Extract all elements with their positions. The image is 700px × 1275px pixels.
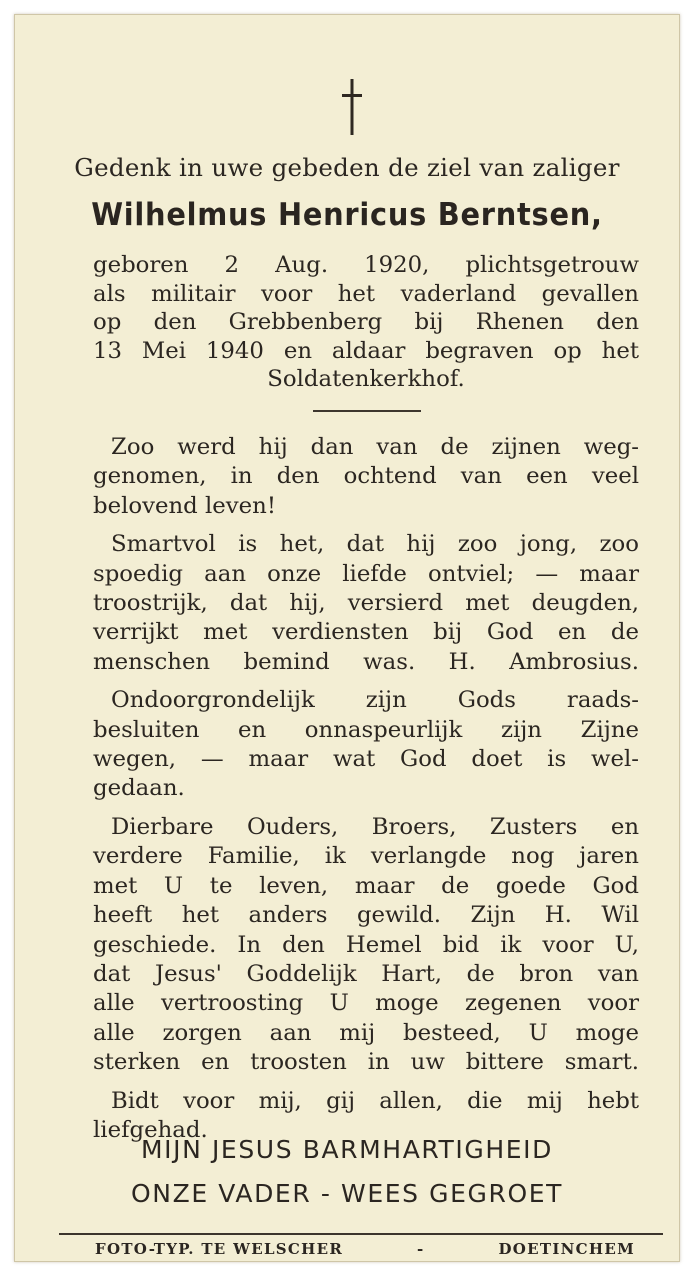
text-line: dat Jesus' Goddelijk Hart, de bron van [93, 960, 639, 987]
birth-line: als militair voor het vaderland gevallen [93, 280, 639, 307]
birth-details [93, 251, 639, 394]
birth-line: op den Grebbenberg bij Rhenen den [93, 309, 639, 335]
divider [313, 410, 421, 412]
text-line: Bidt voor mij, gij allen, die mij hebt [111, 1087, 639, 1114]
paragraph [93, 530, 639, 677]
prayer-line: MIJN JESUS BARMHARTIGHEID [141, 1135, 553, 1164]
text-line: sterken en troosten in uw bittere smart. [93, 1049, 639, 1076]
text-line: geschiede. In den Hemel bid ik voor U, [93, 931, 639, 958]
footer-divider [59, 1233, 663, 1235]
text-line: menschen bemind was. H. Ambrosius. [93, 648, 639, 675]
text-line: Dierbare Ouders, Broers, Zusters en [111, 813, 639, 840]
memorial-card [14, 14, 680, 1262]
text-line: Zoo werd hij dan van de zijnen weg- [111, 434, 639, 460]
cross-icon [340, 77, 364, 137]
text-line: genomen, in den ochtend van een veel [93, 463, 639, 490]
paragraph [93, 686, 639, 804]
text-line: met U te leven, maar de goede God [93, 872, 639, 899]
text-line: troostrijk, dat hij, versierd met deugden, [93, 590, 639, 617]
text-line: heeft het anders gewild. Zijn H. Wil [93, 902, 639, 929]
birth-line: 13 Mei 1940 en aldaar begraven op het [93, 337, 639, 364]
paragraph [93, 433, 639, 521]
text-line: verrijkt met verdiensten bij God en de [93, 619, 639, 646]
birth-line: Soldatenkerkhof. [267, 366, 465, 392]
printer-credit [95, 1240, 635, 1258]
paragraph [93, 813, 639, 1078]
text-line: liefgehad. [93, 1116, 208, 1143]
deceased-name: Wilhelmus Henricus Berntsen, [91, 197, 603, 233]
memorial-text [93, 433, 639, 1154]
printer-name: FOTO-TYP. TE WELSCHER [95, 1240, 344, 1258]
intro-line: Gedenk in uwe gebeden de ziel van zaliger [74, 153, 620, 182]
text-line: besluiten en onnaspeurlijk zijn Zijne [93, 716, 639, 743]
printer-separator: - [417, 1240, 425, 1258]
text-line: wegen, — maar wat God doet is wel- [93, 746, 639, 773]
printer-city: DOETINCHEM [498, 1240, 635, 1258]
text-line: alle zorgen aan mij besteed, U moge [93, 1019, 639, 1046]
text-line: belovend leven! [93, 492, 276, 519]
text-line: Smartvol is het, dat hij zoo jong, zoo [111, 531, 639, 558]
text-line: verdere Familie, ik verlangde nog jaren [93, 843, 639, 870]
text-line: alle vertroosting U moge zegenen voor [93, 990, 639, 1017]
birth-line: geboren 2 Aug. 1920, plichtsgetrouw [93, 252, 639, 278]
text-line: gedaan. [93, 775, 185, 802]
text-line: Ondoorgrondelijk zijn Gods raads- [111, 687, 639, 714]
text-line: spoedig aan onze liefde ontviel; — maar [93, 560, 639, 587]
prayer-line: ONZE VADER - WEES GEGROET [131, 1179, 563, 1208]
